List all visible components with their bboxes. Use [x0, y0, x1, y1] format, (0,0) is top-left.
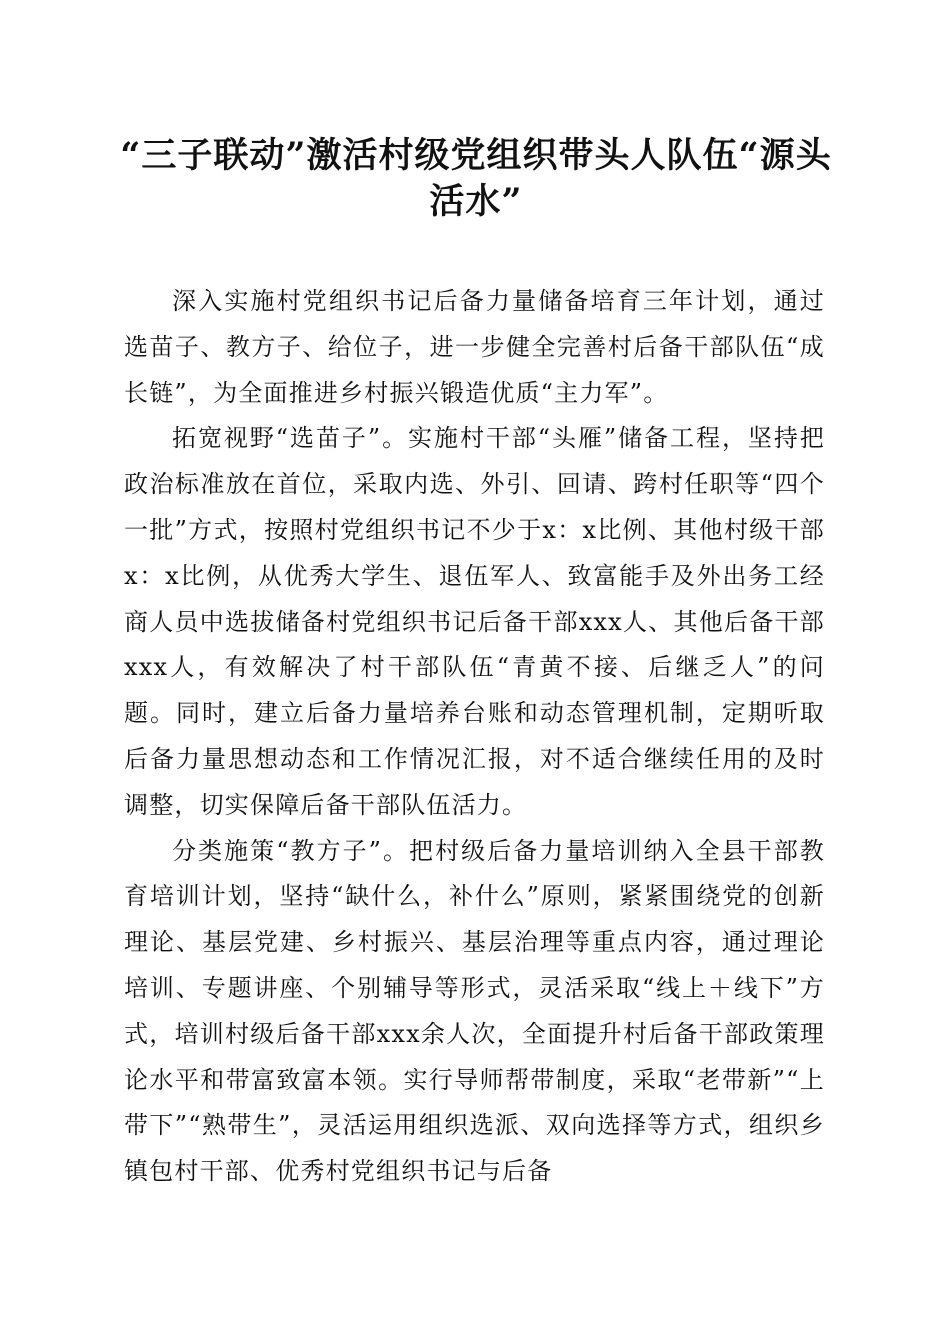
paragraph-select-seedlings: 拓宽视野“选苗子”。实施村干部“头雁”储备工程，坚持把政治标准放在首位，采取内选、外引、回请、跨村任职等“四个一批”方式，按照村党组织书记不少于x：x比例、其他村级干部x：x比例，从优秀大学生、退伍军人、致富能手及外出务工经商人员中选拔储备村党组织书记后备干部xxx人、其他后备干部xxx人，有效解决了村干部队伍“青黄不接、后继乏人”的问题。同时，建立后备力量培养台账和动态管理机制，定期听取后备力量思想动态和工作情况汇报，对不适合继续任用的及时调整，切实保障后备干部队伍活力。 — [124, 424, 825, 819]
paragraph-intro: 深入实施村党组织书记后备力量储备培育三年计划，通过选苗子、教方子、给位子，进一步健全完善村后备干部队伍“成长链”，为全面推进乡村振兴锻造优质“主力军”。 — [124, 287, 825, 407]
document-body — [124, 279, 825, 1195]
paragraph-teach-methods: 分类施策“教方子”。把村级后备力量培训纳入全县干部教育培训计划，坚持“缺什么，补什么”原则，紧紧围绕党的创新理论、基层党建、乡村振兴、基层治理等重点内容，通过理论培训、专题讲座、个别辅导等形式，灵活采取“线上＋线下”方式，培训村级后备干部xxx余人次，全面提升村后备干部政策理论水平和带富致富本领。实行导师帮带制度，采取“老带新”“上带下”“熟带生”，灵活运用组织选派、双向选择等方式，组织乡镇包村干部、优秀村党组织书记与后备 — [124, 836, 825, 1186]
document-title: “三子联动”激活村级党组织带头人队伍“源头活水” — [120, 135, 832, 222]
